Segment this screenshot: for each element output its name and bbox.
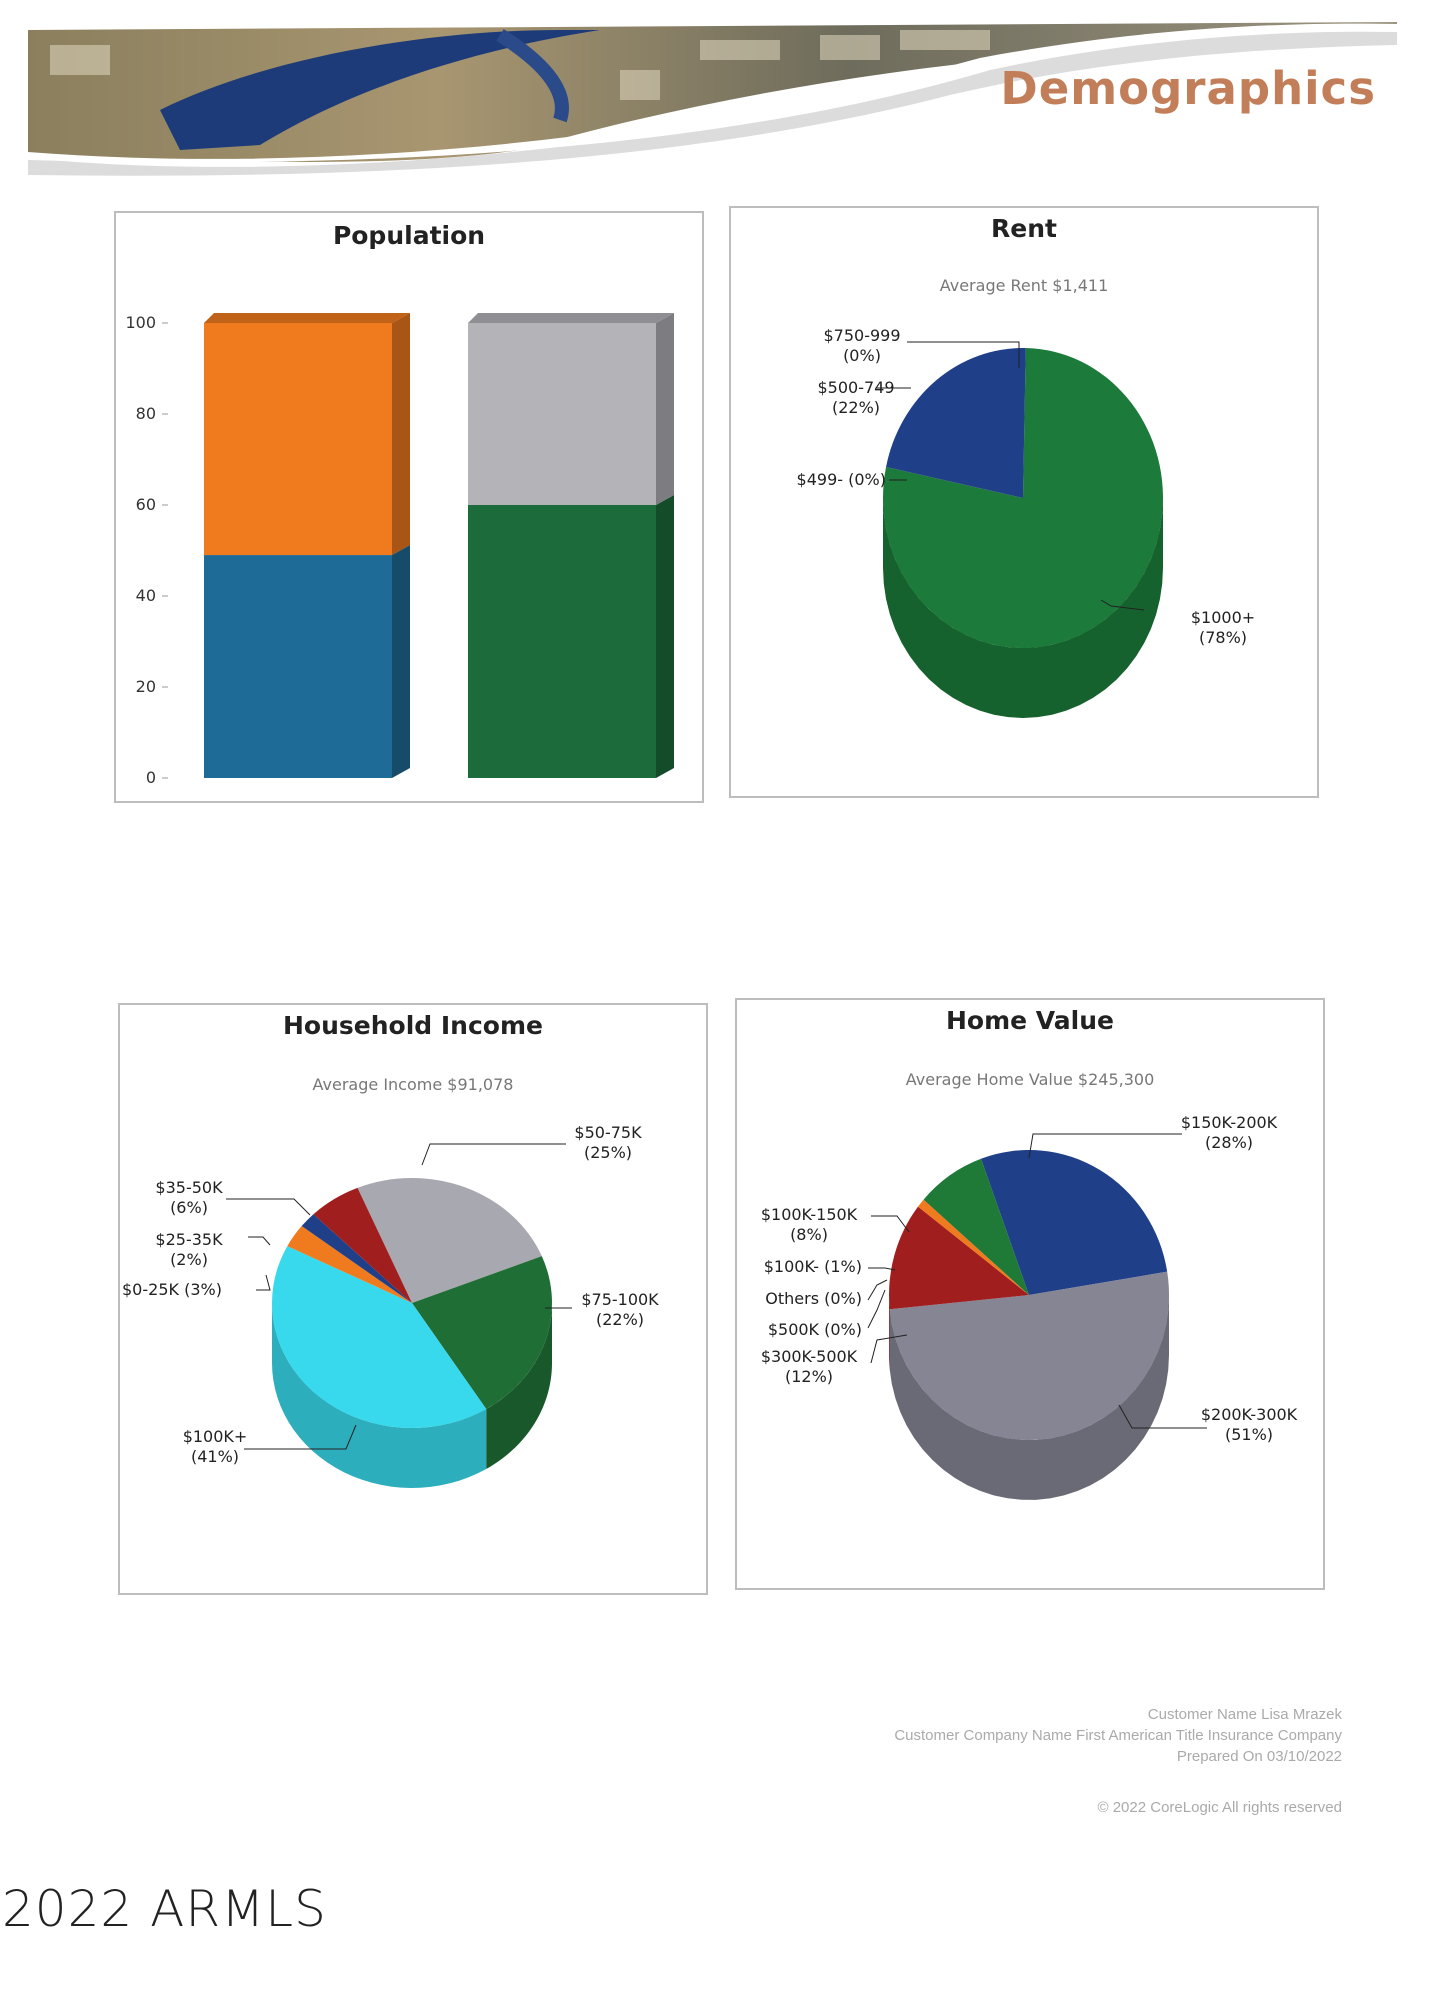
home-value-average: Average Home Value $245,300	[905, 1070, 1155, 1089]
bar-segment-front	[204, 555, 392, 778]
pie-label-pct: (6%)	[170, 1198, 208, 1217]
pie-label-text: Others (0%)	[765, 1289, 862, 1308]
y-tick-label: 40	[135, 586, 156, 605]
pie-label-name: $750-999	[823, 326, 901, 345]
bar-segment-front	[468, 505, 656, 778]
pie-label-pct: (2%)	[170, 1250, 208, 1269]
pie-label-name: $50-75K	[574, 1123, 642, 1142]
pie-label	[761, 1335, 907, 1386]
pie-label-text: $0-25K (3%)	[122, 1280, 222, 1299]
y-tick-label: 100	[125, 313, 156, 332]
rent-average: Average Rent $1,411	[939, 276, 1109, 295]
pie-label-pct: (41%)	[190, 1447, 240, 1466]
footer-copyright: © 2022 CoreLogic All rights reserved	[1097, 1799, 1342, 1816]
bar-segment-front	[204, 323, 392, 555]
pie-label-name: $1000+	[1190, 608, 1256, 627]
pie-label-name: $25-35K	[155, 1230, 223, 1249]
page-title: Demographics	[1000, 62, 1376, 115]
pie-label-name: $75-100K	[581, 1290, 659, 1309]
bar-segment	[468, 313, 674, 505]
bar-segment-side	[392, 313, 410, 555]
bar-segment	[204, 313, 410, 555]
pie-label-pct: (78%)	[1198, 628, 1248, 647]
pie-label-pct: (22%)	[595, 1310, 645, 1329]
pie-label-name: $300K-500K	[760, 1347, 858, 1366]
pie-leader-line	[868, 1280, 887, 1300]
watermark-text: 2022 ARMLS	[2, 1880, 327, 1938]
pie-label	[155, 1230, 270, 1269]
pie-label	[765, 1280, 887, 1308]
footer-customer-name: Customer Name Lisa Mrazek	[1147, 1706, 1342, 1723]
home-value-title: Home Value	[946, 1006, 1114, 1035]
pie-leader-line	[256, 1275, 270, 1290]
home-value-pie-chart	[737, 1000, 1323, 1588]
pie-label-pct: (0%)	[843, 346, 881, 365]
population-panel	[114, 211, 704, 803]
pie-label	[817, 378, 911, 417]
income-panel	[118, 1003, 708, 1595]
pie-label	[761, 1205, 909, 1244]
pie-label-name: $100K+	[182, 1427, 248, 1446]
pie-label-pct: (12%)	[784, 1367, 834, 1386]
pie-leader-line	[868, 1268, 895, 1270]
pie-label-pct: (8%)	[790, 1225, 828, 1244]
y-tick-label: 20	[135, 677, 156, 696]
bar-segment-side	[656, 313, 674, 505]
pie-label	[422, 1123, 642, 1165]
pie-label	[122, 1275, 270, 1299]
pie-label	[545, 1290, 659, 1329]
population-title: Population	[332, 221, 486, 250]
pie-label-name: $35-50K	[155, 1178, 223, 1197]
income-average: Average Income $91,078	[312, 1075, 514, 1094]
pie-label-text: $500K (0%)	[767, 1320, 862, 1339]
population-bar-chart	[116, 213, 702, 801]
rent-pie-chart	[731, 208, 1317, 796]
pie-label	[155, 1178, 310, 1217]
pie-leader-line	[871, 1216, 909, 1232]
bar-segment-side	[392, 545, 410, 778]
bar-segment-top	[204, 313, 410, 323]
y-tick-label: 80	[135, 404, 156, 423]
pie-leader-line	[248, 1237, 270, 1245]
income-pie-chart	[120, 1005, 706, 1593]
pie-label-name: $500-749	[817, 378, 895, 397]
bar-segment	[204, 545, 410, 778]
pie-label-text: $100K- (1%)	[763, 1257, 862, 1276]
pie-label-pct: (28%)	[1204, 1133, 1254, 1152]
pie-label	[1029, 1113, 1278, 1158]
bar-segment-top	[468, 313, 674, 323]
pie-label-pct: (51%)	[1224, 1425, 1274, 1444]
footer-company-name: Customer Company Name First American Title Insurance Company	[894, 1727, 1342, 1744]
bar-segment	[468, 495, 674, 778]
pie-label-text: $499- (0%)	[796, 470, 886, 489]
bar-segment-front	[468, 323, 656, 505]
pie-label-name: $200K-300K	[1200, 1405, 1298, 1424]
y-tick-label: 0	[145, 768, 156, 787]
pie-leader-line	[226, 1199, 310, 1215]
pie-label	[764, 1257, 895, 1276]
pie-label-pct: (25%)	[583, 1143, 633, 1162]
pie-label-name: $100K-150K	[760, 1205, 858, 1224]
pie-label-pct: (22%)	[831, 398, 881, 417]
footer-prepared-on: Prepared On 03/10/2022	[1176, 1748, 1342, 1765]
pie-label-name: $150K-200K	[1180, 1113, 1278, 1132]
rent-panel	[729, 206, 1319, 798]
bar-segment-side	[656, 495, 674, 778]
rent-title: Rent	[991, 214, 1057, 243]
pie-leader-line	[422, 1144, 566, 1165]
home-value-panel	[735, 998, 1325, 1590]
income-title: Household Income	[283, 1011, 543, 1040]
y-tick-label: 60	[135, 495, 156, 514]
